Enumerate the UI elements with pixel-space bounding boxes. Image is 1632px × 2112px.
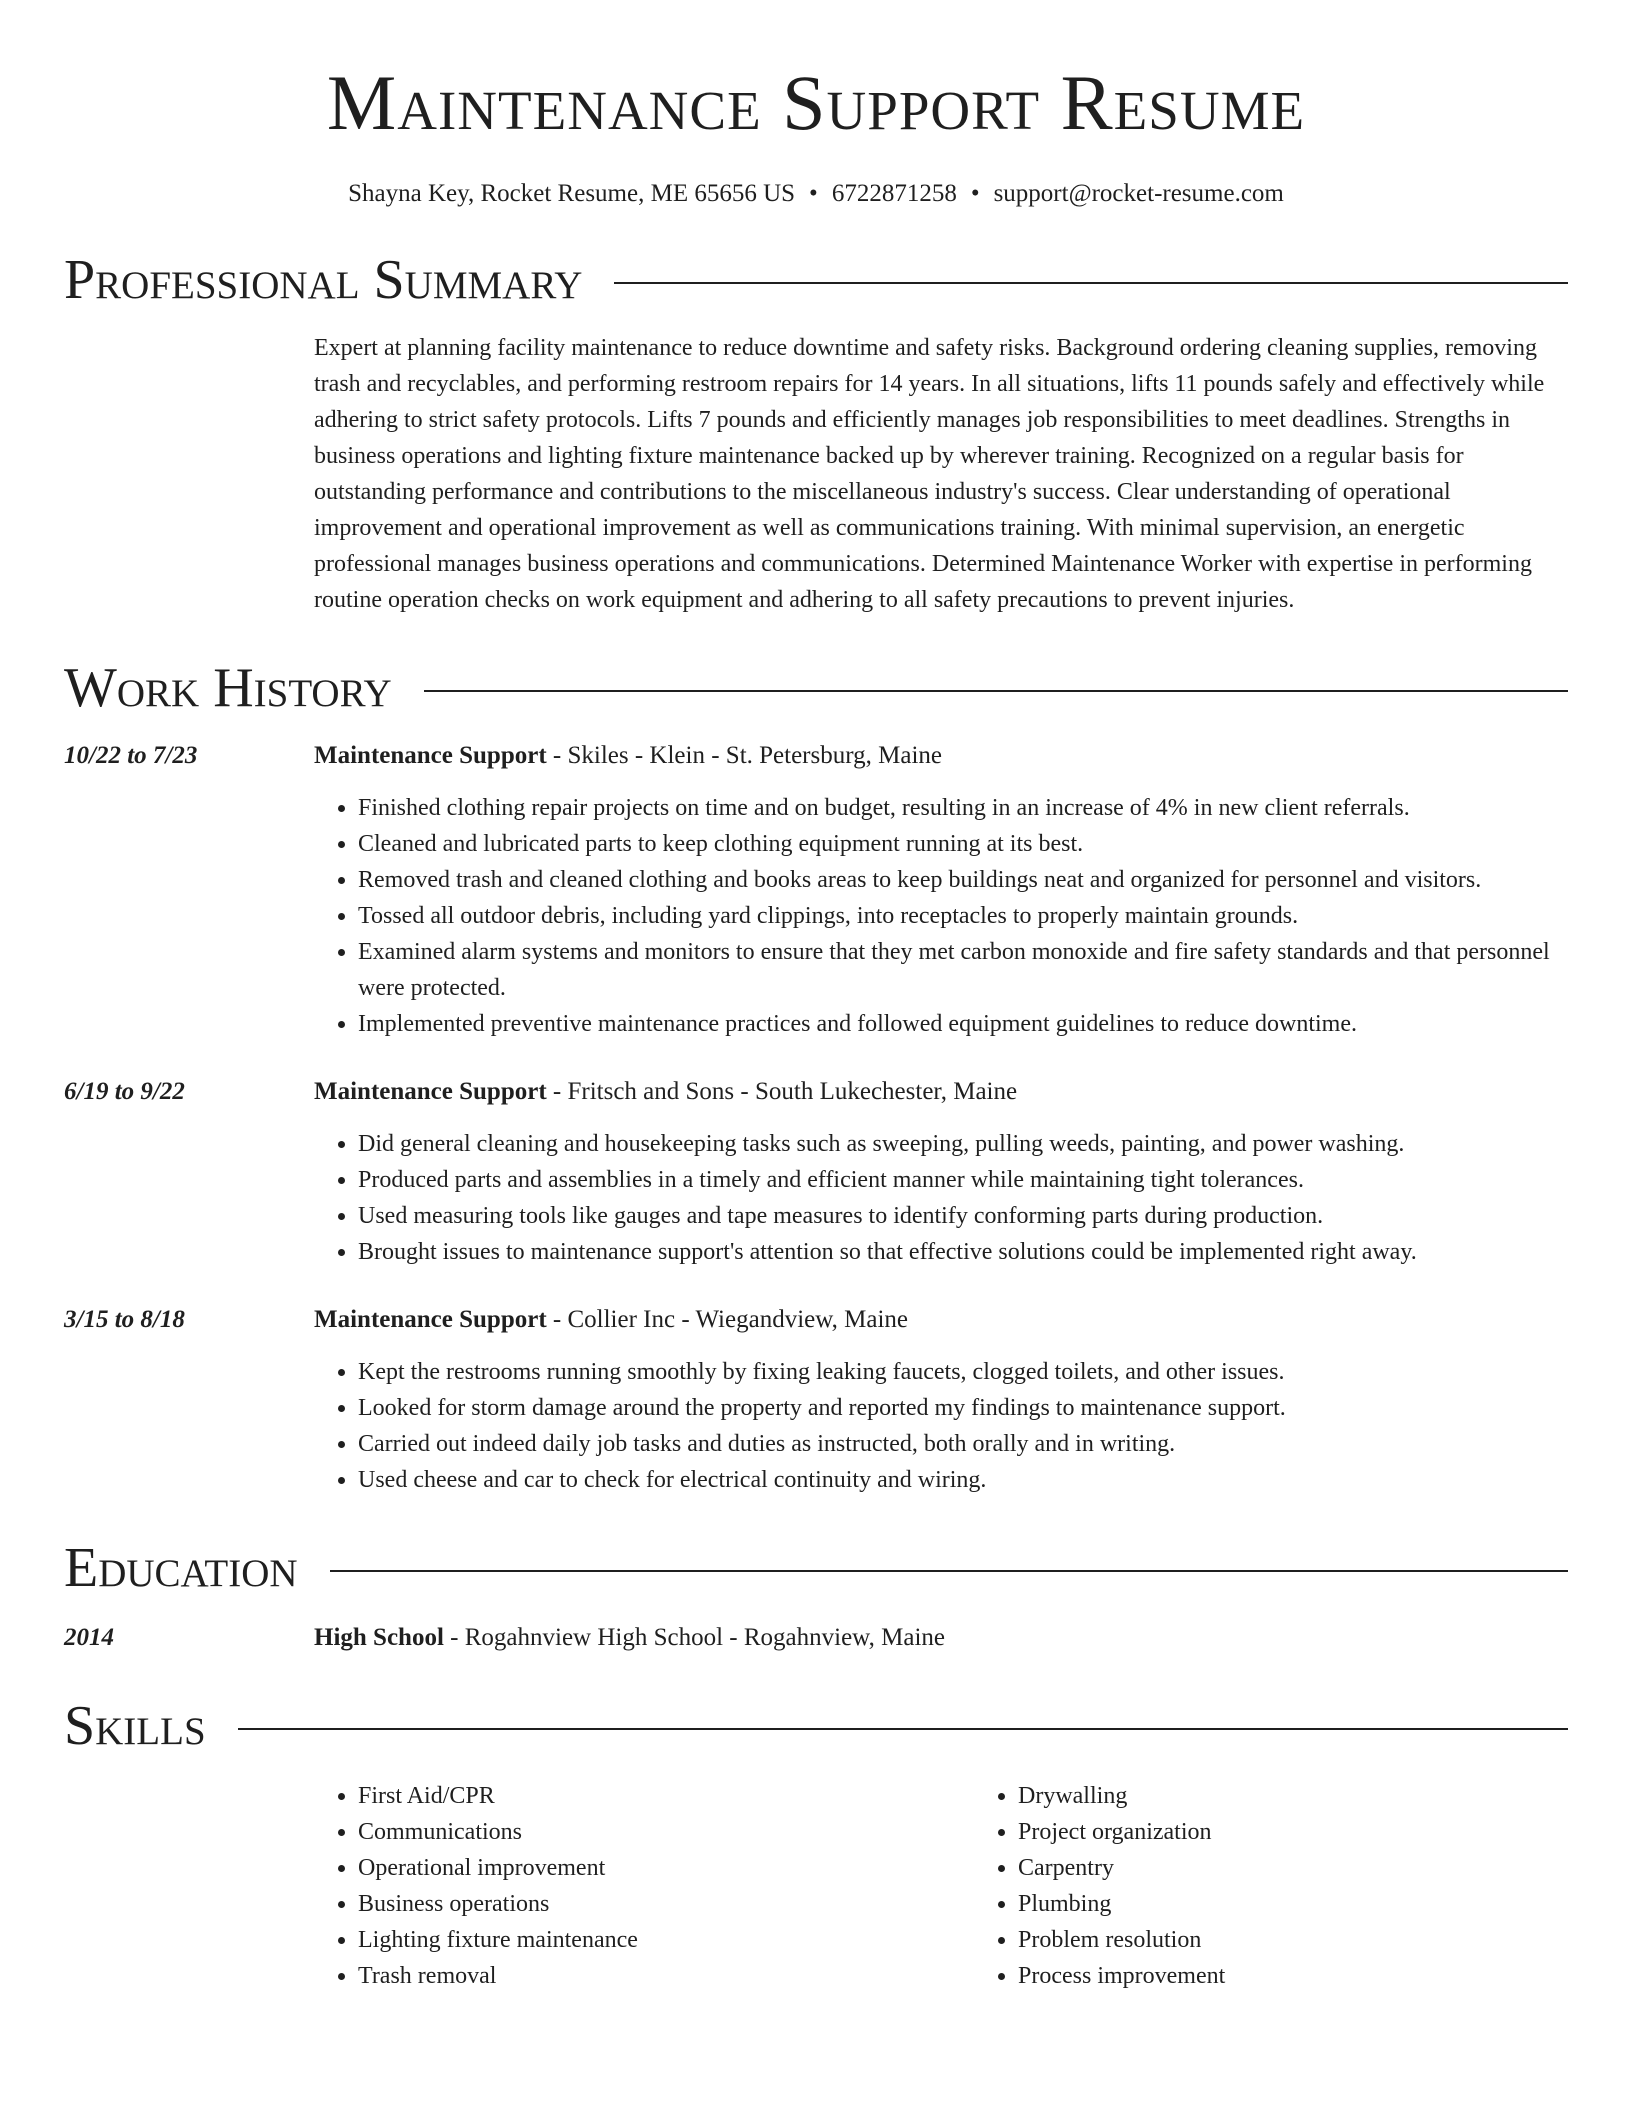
job-dates: 3/15 to 8/18 — [64, 1306, 185, 1333]
work-heading: Work History — [64, 657, 392, 719]
skills-list-right — [974, 1778, 1632, 1994]
summary-row — [64, 330, 1568, 618]
list-item: • Kept the restrooms running smoothly by fixing leaking faucets, clogged toilets, and other issues. — [358, 1354, 1568, 1390]
job-body — [314, 738, 1568, 1042]
skill-item: • Business operations — [358, 1886, 974, 1922]
job-bullets — [314, 790, 1568, 1042]
education-entry — [64, 1620, 1568, 1656]
job-role: Maintenance Support — [314, 742, 547, 769]
job-title — [314, 738, 1568, 774]
contact-phone: 6722871258 — [831, 180, 957, 207]
job-role: Maintenance Support — [314, 1306, 547, 1333]
job-entry — [64, 1302, 1568, 1498]
list-item: • Examined alarm systems and monitors to ensure that they met carbon monoxide and fire safety standards and that personnel were protected. — [358, 934, 1568, 1006]
job-dates: 6/19 to 9/22 — [64, 1078, 185, 1105]
summary-body — [314, 330, 1568, 618]
list-item: • Brought issues to maintenance support's attention so that effective solutions could be implemented right away. — [358, 1234, 1568, 1270]
job-title — [314, 1302, 1568, 1338]
section-divider — [614, 282, 1568, 284]
skills-left-spacer — [64, 1778, 314, 1994]
skill-item: • Drywalling — [1018, 1778, 1632, 1814]
skill-item: • Plumbing — [1018, 1886, 1632, 1922]
education-section-header — [64, 1538, 1568, 1598]
list-item: • Implemented preventive maintenance practices and followed equipment guidelines to reduce downtime. — [358, 1006, 1568, 1042]
skills-list-left — [314, 1778, 974, 1994]
list-item: • Tossed all outdoor debris, including yard clippings, into receptacles to properly maintain grounds. — [358, 898, 1568, 934]
contact-email[interactable]: support@rocket-resume.com — [993, 180, 1284, 207]
contact-line — [64, 178, 1568, 210]
job-entry — [64, 1074, 1568, 1270]
skill-item: • Trash removal — [358, 1958, 974, 1994]
summary-heading: Professional Summary — [64, 249, 583, 311]
list-item: • Carried out indeed daily job tasks and duties as instructed, both orally and in writing. — [358, 1426, 1568, 1462]
education-title — [314, 1620, 1568, 1656]
list-item: • Produced parts and assemblies in a timely and efficient manner while maintaining tight tolerances. — [358, 1162, 1568, 1198]
job-entry — [64, 738, 1568, 1042]
list-item: • Removed trash and cleaned clothing and books areas to keep buildings neat and organized for personnel and visitors. — [358, 862, 1568, 898]
section-divider — [424, 690, 1568, 692]
job-bullets — [314, 1354, 1568, 1498]
job-details: - Collier Inc - Wiegandview, Maine — [546, 1306, 909, 1333]
education-heading: Education — [64, 1537, 298, 1599]
skills-section-header — [64, 1696, 1568, 1756]
skill-item: • Project organization — [1018, 1814, 1632, 1850]
contact-separator: • — [970, 180, 980, 207]
skill-item: • Problem resolution — [1018, 1922, 1632, 1958]
list-item: • Used measuring tools like gauges and tape measures to identify conforming parts during production. — [358, 1198, 1568, 1234]
summary-section-header — [64, 250, 1568, 310]
work-section-header — [64, 658, 1568, 718]
job-body — [314, 1302, 1568, 1498]
skill-item: • Communications — [358, 1814, 974, 1850]
contact-separator: • — [809, 180, 818, 207]
skill-item: • Operational improvement — [358, 1850, 974, 1886]
list-item: • Finished clothing repair projects on time and on budget, resulting in an increase of 4% in new client referrals. — [358, 790, 1568, 826]
section-divider — [238, 1728, 1568, 1730]
skill-item: • Process improvement — [1018, 1958, 1632, 1994]
skills-heading: Skills — [64, 1695, 206, 1757]
summary-left-spacer — [64, 330, 314, 618]
education-body — [314, 1620, 1568, 1656]
job-role: Maintenance Support — [314, 1078, 547, 1105]
skill-item: • First Aid/CPR — [358, 1778, 974, 1814]
list-item: • Looked for storm damage around the property and reported my findings to maintenance support. — [358, 1390, 1568, 1426]
education-details: - Rogahnview High School - Rogahnview, Maine — [443, 1624, 945, 1651]
job-body — [314, 1074, 1568, 1270]
list-item: • Cleaned and lubricated parts to keep clothing equipment running at its best. — [358, 826, 1568, 862]
list-item: • Used cheese and car to check for electrical continuity and wiring. — [358, 1462, 1568, 1498]
education-degree: High School — [314, 1624, 444, 1651]
job-bullets — [314, 1126, 1568, 1270]
section-divider — [330, 1570, 1568, 1572]
job-title — [314, 1074, 1568, 1110]
skill-item: • Carpentry — [1018, 1850, 1632, 1886]
job-details: - Fritsch and Sons - South Lukechester, Maine — [546, 1078, 1018, 1105]
list-item: • Did general cleaning and housekeeping tasks such as sweeping, pulling weeds, painting, and power washing. — [358, 1126, 1568, 1162]
resume-title: Maintenance Support Resume — [326, 59, 1306, 146]
education-year: 2014 — [64, 1624, 114, 1651]
contact-address: Shayna Key, Rocket Resume, ME 65656 US — [348, 180, 796, 207]
summary-text: Expert at planning facility maintenance to reduce downtime and safety risks. Background ordering cleaning supplies, removing trash and recyclables, and performing restroom repairs for 14 years. In all situations, lifts 11 pounds safely and effectively while adhering to strict safety protocols. Lifts 7 pounds and efficiently manages job responsibilities to meet deadlines. Strengths in business operations and lighting fixture maintenance backed up by wherever training. Recognized on a regular basis for outstanding performance and contributions to the miscellaneous industry's success. Clear understanding of operational improvement and operational improvement as well as communications training. With minimal supervision, an energetic professional manages business operations and communications. Determined Maintenance Worker with expertise in performing routine operation checks on work equipment and adhering to all safety precautions to prevent injuries. — [314, 335, 1545, 613]
job-dates: 10/22 to 7/23 — [64, 742, 198, 769]
skills-row — [64, 1778, 1568, 1994]
skill-item: • Lighting fixture maintenance — [358, 1922, 974, 1958]
skills-columns — [314, 1778, 1632, 1994]
job-details: - Skiles - Klein - St. Petersburg, Maine — [546, 742, 942, 769]
